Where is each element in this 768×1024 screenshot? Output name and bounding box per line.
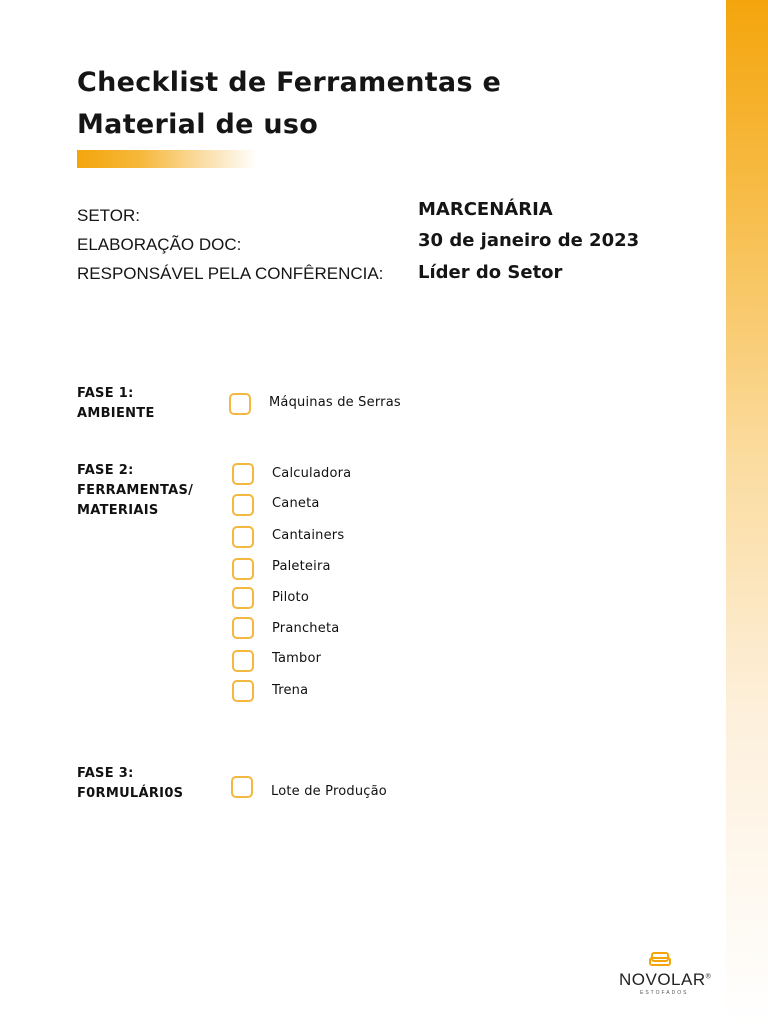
item-prancheta: Prancheta: [272, 621, 340, 636]
phase-3-line-1: FASE 3:: [77, 766, 134, 781]
phase-3-label: [77, 764, 183, 804]
logo-wordmark: [619, 970, 711, 990]
checkbox-paleteira[interactable]: [232, 558, 254, 580]
logo-registered: ®: [705, 973, 712, 981]
phase-3-line-2: F0RMULÁRI0S: [77, 786, 184, 801]
checkbox-caneta[interactable]: [232, 494, 254, 516]
item-trena: Trena: [272, 683, 309, 698]
item-piloto: Piloto: [272, 590, 309, 605]
title-line-1: Checklist de Ferramentas e: [77, 67, 502, 98]
title-underline: [77, 150, 257, 168]
checkbox-trena[interactable]: [232, 680, 254, 702]
phase-2-line-1: FASE 2:: [77, 463, 134, 478]
item-maquinas-de-serras: Máquinas de Serras: [269, 395, 401, 410]
elaboracao-value: 30 de janeiro de 2023: [418, 230, 640, 251]
responsavel-value: Líder do Setor: [418, 262, 563, 283]
title-line-2: Material de uso: [77, 109, 319, 140]
setor-label: SETOR:: [77, 206, 140, 225]
logo-name: NOVOLAR: [619, 970, 706, 989]
phase-2-line-2: FERRAMENTAS/: [77, 483, 194, 498]
sofa-icon: [649, 952, 671, 968]
checkbox-prancheta[interactable]: [232, 617, 254, 639]
item-lote-de-producao: Lote de Produção: [271, 784, 387, 799]
phase-1-line-2: AMBIENTE: [77, 406, 155, 421]
logo-subtitle: ESTOFADOS: [640, 990, 689, 996]
elaboracao-label: ELABORAÇÃO DOC:: [77, 235, 242, 254]
setor-value: MARCENÁRIA: [418, 199, 553, 220]
novolar-logo: [616, 952, 712, 1002]
checkbox-tambor[interactable]: [232, 650, 254, 672]
checkbox-maquinas-de-serras[interactable]: [229, 393, 251, 415]
item-paleteira: Paleteira: [272, 559, 331, 574]
checkbox-cantainers[interactable]: [232, 526, 254, 548]
checkbox-calculadora[interactable]: [232, 463, 254, 485]
item-cantainers: Cantainers: [272, 528, 345, 543]
item-caneta: Caneta: [272, 496, 320, 511]
item-calculadora: Calculadora: [272, 466, 352, 481]
phase-1-label: [77, 384, 155, 424]
phase-2-label: [77, 461, 193, 521]
checkbox-piloto[interactable]: [232, 587, 254, 609]
checkbox-lote-de-producao[interactable]: [231, 776, 253, 798]
phase-1-line-1: FASE 1:: [77, 386, 134, 401]
side-accent-bar: [726, 0, 768, 1024]
responsavel-label: RESPONSÁVEL PELA CONFÊRENCIA:: [77, 264, 384, 283]
item-tambor: Tambor: [272, 651, 322, 666]
page-title: [77, 62, 597, 146]
phase-2-line-3: MATERIAIS: [77, 503, 159, 518]
